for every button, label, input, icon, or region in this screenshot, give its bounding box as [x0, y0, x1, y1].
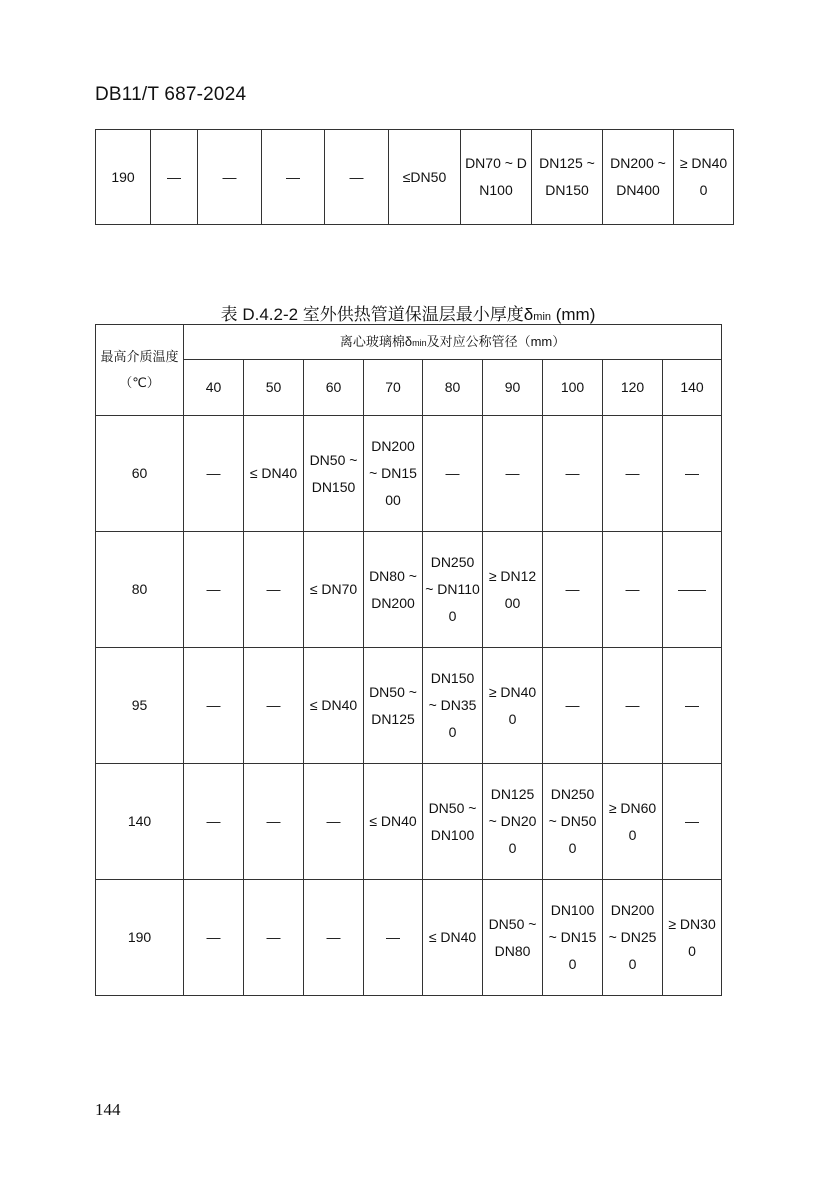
table-cell: ≤ DN40	[244, 416, 304, 532]
column-header: 140	[663, 360, 722, 416]
table-cell: —	[184, 416, 244, 532]
table-cell: DN200 ~ DN250	[603, 880, 663, 996]
table-cell: —	[325, 130, 389, 225]
table-cell: DN50 ~ DN125	[364, 648, 423, 764]
table-cell: ≤DN50	[389, 130, 461, 225]
table-cell: —	[483, 416, 543, 532]
table-cell: DN50 ~ DN80	[483, 880, 543, 996]
table-cell: —	[603, 416, 663, 532]
table-cell: —	[184, 648, 244, 764]
table-cell: ≥ DN300	[663, 880, 722, 996]
table-row	[96, 532, 722, 648]
table-cell: ≤ DN70	[304, 532, 364, 648]
table-cell: —	[543, 648, 603, 764]
table-cell: DN125 ~ DN150	[532, 130, 603, 225]
table-row	[96, 764, 722, 880]
table-cell: ≥ DN1200	[483, 532, 543, 648]
table-row	[96, 130, 734, 225]
thickness-header-row	[96, 360, 722, 416]
temp-cell: 95	[96, 648, 184, 764]
table-cell: —	[244, 532, 304, 648]
table-cell: —	[423, 416, 483, 532]
table-cell: —	[244, 880, 304, 996]
column-header: 120	[603, 360, 663, 416]
column-header: 50	[244, 360, 304, 416]
table-cell: DN80 ~ DN200	[364, 532, 423, 648]
temp-cell: 190	[96, 880, 184, 996]
table-cell: DN50 ~ DN150	[304, 416, 364, 532]
table-cell: —	[184, 880, 244, 996]
table-caption: 表 D.4.2-2 室外供热管道保温层最小厚度δmin (mm)	[220, 305, 596, 324]
table-cell: DN250 ~ DN1100	[423, 532, 483, 648]
table-cell: —	[198, 130, 262, 225]
table-cell: —	[663, 416, 722, 532]
table-cell: DN50 ~ DN100	[423, 764, 483, 880]
table-cell: ≤ DN40	[304, 648, 364, 764]
column-header: 60	[304, 360, 364, 416]
table-cell: —	[244, 648, 304, 764]
table-cell: —	[304, 880, 364, 996]
table-cell: DN250 ~ DN500	[543, 764, 603, 880]
table-row	[96, 880, 722, 996]
table-cell: DN150 ~ DN350	[423, 648, 483, 764]
table-cell: —	[603, 648, 663, 764]
temp-cell: 60	[96, 416, 184, 532]
insulation-thickness-table	[95, 324, 722, 996]
temp-cell: 140	[96, 764, 184, 880]
table-cell: —	[151, 130, 198, 225]
group-header: 离心玻璃棉δmin及对应公称管径（mm）	[184, 325, 722, 360]
column-header: 90	[483, 360, 543, 416]
column-header: 40	[184, 360, 244, 416]
document-code: DB11/T 687-2024	[95, 84, 247, 105]
table-cell: —	[304, 764, 364, 880]
table-cell: —	[543, 532, 603, 648]
table-cell: ≥ DN400	[674, 130, 734, 225]
table-row	[96, 648, 722, 764]
temp-cell: 190	[96, 130, 151, 225]
table-cell: —	[543, 416, 603, 532]
table-cell: ——	[663, 532, 722, 648]
table-row	[96, 416, 722, 532]
table-cell: DN100 ~ DN150	[543, 880, 603, 996]
table-cell: ≥ DN600	[603, 764, 663, 880]
table-cell: —	[184, 764, 244, 880]
table-cell: DN200 ~ DN1500	[364, 416, 423, 532]
table-cell: DN125 ~ DN200	[483, 764, 543, 880]
table-cell: ≥ DN400	[483, 648, 543, 764]
table-cell: ≤ DN40	[423, 880, 483, 996]
table-cell: —	[364, 880, 423, 996]
table-cell: ≤ DN40	[364, 764, 423, 880]
column-header: 70	[364, 360, 423, 416]
temperature-header: 最高介质温度（℃）	[96, 325, 184, 416]
table-cell: —	[244, 764, 304, 880]
table-cell: —	[663, 764, 722, 880]
table-cell: DN200 ~ DN400	[603, 130, 674, 225]
table-cell: —	[184, 532, 244, 648]
page-number: 144	[95, 1100, 121, 1119]
table-cell: —	[262, 130, 325, 225]
continued-table	[95, 129, 734, 225]
temp-cell: 80	[96, 532, 184, 648]
column-header: 100	[543, 360, 603, 416]
table-cell: —	[663, 648, 722, 764]
table-cell: —	[603, 532, 663, 648]
table-cell: DN70 ~ DN100	[461, 130, 532, 225]
column-header: 80	[423, 360, 483, 416]
